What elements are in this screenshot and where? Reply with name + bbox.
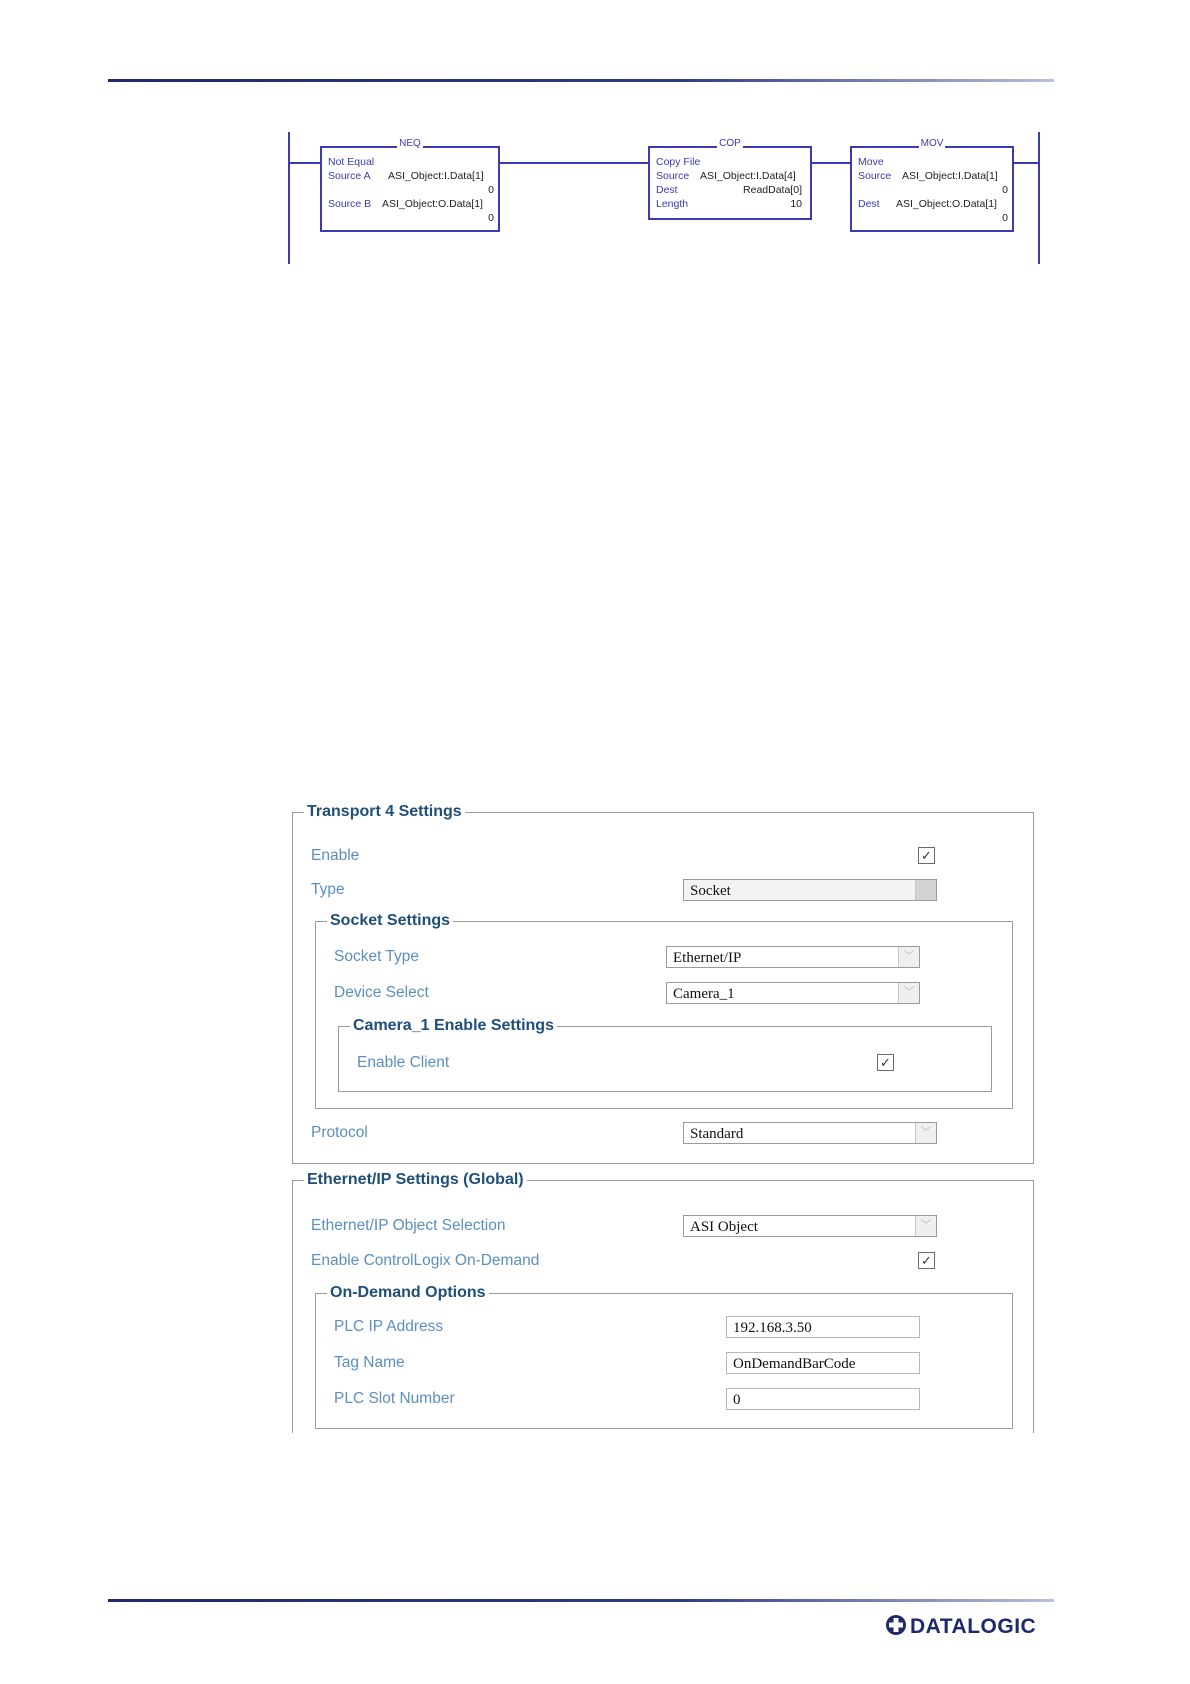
- socket-settings-title: Socket Settings: [327, 911, 453, 931]
- cop-mnemonic: COP: [719, 138, 741, 149]
- chevron-down-icon: ﹀: [898, 983, 919, 1003]
- plc-slot-label: PLC Slot Number: [334, 1390, 455, 1407]
- cop-dest-tag: ReadData[0]: [743, 184, 802, 196]
- rung-wire: [288, 162, 320, 164]
- ethernet-ip-settings-title: Ethernet/IP Settings (Global): [304, 1170, 527, 1190]
- header-rule: [108, 79, 1054, 82]
- neq-mnemonic: NEQ: [399, 138, 421, 149]
- object-selection-value: ASI Object: [690, 1219, 758, 1235]
- device-select-value: Camera_1: [673, 986, 735, 1002]
- mov-instruction: [850, 138, 1014, 232]
- socket-type-value: Ethernet/IP: [673, 950, 742, 966]
- chevron-down-icon: ﹀: [898, 947, 919, 967]
- ethernet-ip-settings-group: [292, 1171, 1034, 1433]
- mov-source-tag: ASI_Object:I.Data[1]: [902, 170, 998, 182]
- ondemand-options-group: [315, 1284, 1013, 1429]
- socket-type-select[interactable]: [666, 946, 920, 968]
- mov-source-value: 0: [1002, 184, 1008, 196]
- rung-wire: [808, 162, 850, 164]
- mov-name: Move: [858, 156, 884, 168]
- plc-ip-input[interactable]: 192.168.3.50: [726, 1316, 920, 1338]
- tag-name-input[interactable]: OnDemandBarCode: [726, 1352, 920, 1374]
- ondemand-options-title: On-Demand Options: [327, 1283, 489, 1303]
- protocol-label: Protocol: [311, 1124, 368, 1141]
- rung-wire: [1010, 162, 1038, 164]
- socket-type-label: Socket Type: [334, 948, 420, 965]
- object-selection-select[interactable]: [683, 1215, 937, 1237]
- type-dropdown-icon: [915, 880, 936, 900]
- transport-settings-title: Transport 4 Settings: [304, 802, 465, 822]
- neq-instruction: [320, 138, 500, 232]
- type-value: Socket: [690, 883, 731, 899]
- settings-panel: [292, 804, 1036, 1432]
- socket-settings-group: [315, 912, 1013, 1109]
- neq-source-a-value: 0: [488, 184, 494, 196]
- footer-rule: [108, 1599, 1054, 1602]
- plc-slot-input[interactable]: 0: [726, 1388, 920, 1410]
- cop-length-value: 10: [790, 198, 802, 210]
- mov-mnemonic: MOV: [920, 138, 944, 149]
- neq-source-b-value: 0: [488, 212, 494, 224]
- enable-checkbox[interactable]: ✓: [918, 847, 935, 864]
- mov-dest-value: 0: [1002, 212, 1008, 224]
- enable-client-label: Enable Client: [357, 1054, 450, 1071]
- tag-name-label: Tag Name: [334, 1354, 405, 1371]
- enable-label: Enable: [311, 847, 360, 864]
- mov-dest-tag: ASI_Object:O.Data[1]: [896, 198, 997, 210]
- camera-enable-settings-group: [338, 1017, 992, 1092]
- controllogix-ondemand-checkbox[interactable]: ✓: [918, 1252, 935, 1269]
- rung-wire: [496, 162, 648, 164]
- mov-source-label: Source: [858, 170, 892, 182]
- neq-source-a-tag: ASI_Object:I.Data[1]: [388, 170, 484, 182]
- protocol-value: Standard: [690, 1126, 744, 1142]
- chevron-down-icon: ﹀: [915, 1216, 936, 1236]
- neq-name: Not Equal: [328, 156, 375, 168]
- cop-source-tag: ASI_Object:I.Data[4]: [700, 170, 796, 182]
- device-select-select[interactable]: [666, 982, 920, 1004]
- cop-name: Copy File: [656, 156, 701, 168]
- enable-client-checkbox[interactable]: ✓: [877, 1054, 894, 1071]
- left-power-rail: [288, 132, 290, 264]
- plc-ip-label: PLC IP Address: [334, 1318, 444, 1335]
- camera-enable-settings-title: Camera_1 Enable Settings: [350, 1016, 557, 1036]
- cop-length-label: Length: [656, 198, 689, 210]
- neq-source-a-label: Source A: [328, 170, 371, 182]
- cop-dest-label: Dest: [656, 184, 678, 196]
- transport-settings-group: [292, 803, 1034, 1164]
- ladder-logic-diagram: [288, 132, 1040, 264]
- mov-dest-label: Dest: [858, 198, 880, 210]
- cop-source-label: Source: [656, 170, 690, 182]
- protocol-select[interactable]: [683, 1122, 937, 1144]
- neq-source-b-tag: ASI_Object:O.Data[1]: [382, 198, 483, 210]
- datalogic-logo: [884, 1610, 1054, 1640]
- type-label: Type: [311, 881, 345, 898]
- logo-wordmark: DATALOGIC: [910, 1615, 1037, 1638]
- datalogic-logo-mark: [884, 1610, 1054, 1640]
- cop-instruction: [648, 138, 812, 220]
- chevron-down-icon: ﹀: [915, 1123, 936, 1143]
- controllogix-ondemand-label: Enable ControlLogix On-Demand: [311, 1252, 540, 1269]
- type-select[interactable]: [683, 879, 937, 901]
- device-select-label: Device Select: [334, 984, 429, 1001]
- neq-source-b-label: Source B: [328, 198, 372, 210]
- object-selection-label: Ethernet/IP Object Selection: [311, 1217, 506, 1234]
- right-power-rail: [1038, 132, 1040, 264]
